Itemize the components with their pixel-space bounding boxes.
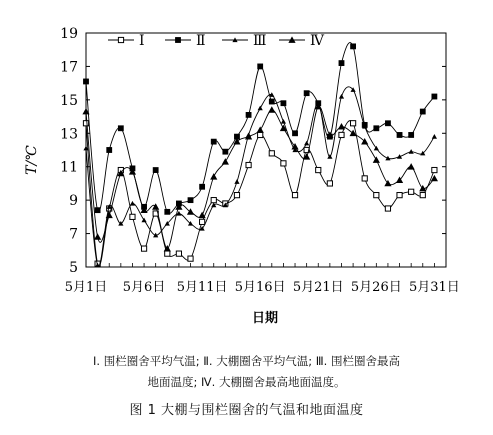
data-point	[94, 233, 101, 239]
data-point	[83, 79, 88, 84]
legend-label: Ⅳ	[310, 33, 324, 49]
data-point	[292, 193, 297, 198]
data-point	[362, 176, 367, 181]
x-tick-label: 5月6日	[122, 280, 166, 295]
data-point	[385, 156, 390, 161]
data-point	[258, 132, 263, 137]
data-point	[187, 208, 194, 214]
data-point	[269, 99, 274, 104]
data-point	[107, 147, 112, 152]
data-point	[223, 149, 228, 154]
data-point	[211, 203, 216, 208]
legend-item-3	[222, 33, 267, 49]
legend-marker	[175, 37, 180, 42]
x-axis-label: 日期	[251, 311, 279, 326]
data-point	[246, 162, 251, 167]
x-tick-label: 5月21日	[292, 280, 344, 295]
data-point	[165, 251, 170, 256]
data-point	[339, 94, 344, 99]
data-point	[374, 193, 379, 198]
data-point	[246, 112, 251, 117]
data-point	[257, 126, 264, 132]
data-point	[222, 158, 229, 164]
legend-label: Ⅰ	[139, 33, 145, 49]
x-tick-label: 5月31日	[408, 280, 460, 295]
legend-marker	[118, 37, 123, 42]
data-point	[385, 206, 390, 211]
data-point	[188, 256, 193, 261]
data-point	[384, 180, 391, 186]
data-point	[258, 64, 263, 69]
data-point	[165, 209, 170, 214]
data-point	[130, 201, 135, 206]
figure-caption-title: 图 1 大棚与围栏圈舍的气温和地面温度	[129, 403, 364, 418]
data-point	[385, 121, 390, 126]
y-tick-label: 15	[60, 92, 78, 109]
data-point	[200, 219, 205, 224]
data-point	[432, 134, 437, 139]
data-point	[374, 126, 379, 131]
x-tick-label: 5月11日	[176, 280, 228, 295]
y-tick-label: 13	[60, 126, 78, 143]
data-point	[281, 119, 286, 124]
y-tick-label: 17	[60, 59, 78, 76]
legend-label: Ⅱ	[196, 33, 206, 49]
data-point	[339, 132, 344, 137]
data-point	[211, 139, 216, 144]
data-point	[210, 173, 217, 179]
legend-label: Ⅲ	[253, 33, 267, 49]
data-point	[245, 133, 252, 139]
y-tick-label: 11	[60, 159, 78, 176]
data-point	[268, 106, 275, 112]
data-point	[304, 91, 309, 96]
data-point	[234, 179, 239, 184]
data-point	[420, 109, 425, 114]
plot-frame	[86, 33, 446, 267]
data-point	[188, 198, 193, 203]
x-tick-label: 5月26日	[350, 280, 402, 295]
data-point	[420, 193, 425, 198]
data-point	[200, 184, 205, 189]
series-line	[86, 87, 434, 267]
legend-item-4	[279, 33, 325, 49]
y-tick-label: 5	[69, 260, 78, 276]
series-1	[83, 121, 437, 267]
data-point	[211, 198, 216, 203]
data-point	[153, 167, 158, 172]
y-tick-label: 9	[69, 193, 78, 210]
y-axis-label: T/℃	[24, 145, 40, 175]
data-point	[350, 44, 355, 49]
data-point	[141, 218, 146, 223]
caption-legend-line-2: 地面温度; Ⅳ. 大棚圈舍最高地面温度。	[147, 375, 346, 389]
data-point	[408, 163, 415, 169]
legend-item-1	[108, 33, 145, 49]
data-point	[258, 106, 263, 111]
data-point	[292, 131, 297, 136]
data-point	[106, 212, 113, 218]
data-point	[409, 189, 414, 194]
data-point	[281, 161, 286, 166]
caption-legend-line-1: Ⅰ. 围栏圈舍平均气温; Ⅱ. 大棚圈舍平均气温; Ⅲ. 围栏圈舍最高	[93, 354, 400, 368]
data-point	[350, 121, 355, 126]
data-point	[234, 193, 239, 198]
data-point	[432, 94, 437, 99]
data-point	[339, 60, 344, 65]
data-point	[269, 151, 274, 156]
y-tick-label: 19	[60, 26, 78, 42]
data-point	[176, 251, 181, 256]
legend-item-2	[165, 33, 206, 49]
chart-legend	[108, 33, 325, 49]
data-point	[316, 167, 321, 172]
y-tick-label: 7	[69, 226, 78, 243]
series-lines	[82, 43, 438, 268]
data-point	[397, 132, 402, 137]
data-point	[152, 203, 159, 209]
data-point	[409, 132, 414, 137]
data-point	[338, 123, 345, 129]
data-point	[141, 246, 146, 251]
data-point	[95, 208, 100, 213]
data-point	[304, 141, 309, 146]
data-point	[130, 214, 135, 219]
data-point	[118, 126, 123, 131]
data-point	[327, 181, 332, 186]
data-point	[432, 167, 437, 172]
x-tick-label: 5月16日	[234, 280, 286, 295]
data-point	[281, 101, 286, 106]
x-tick-label: 5月1日	[64, 280, 108, 295]
data-point	[397, 193, 402, 198]
data-point	[373, 156, 380, 162]
data-point	[83, 121, 88, 126]
